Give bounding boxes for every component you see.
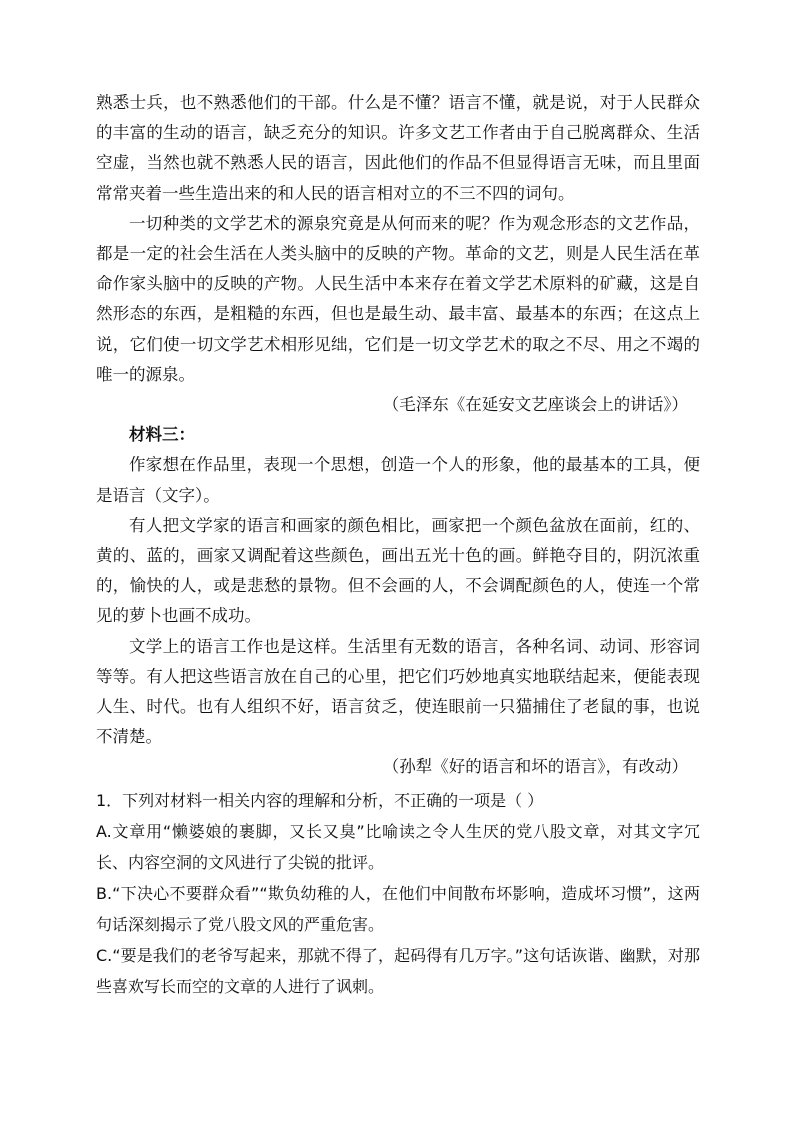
material3-heading: 材料三：	[129, 425, 195, 445]
question-stem: 1．下列对材料一相关内容的理解和分析，不正确的一项是（ ）	[96, 790, 544, 810]
material3-paragraph-2: 有人把文学家的语言和画家的颜色相比，画家把一个颜色盆放在面前，红的、黄的、蓝的，画家又调配着这些颜色，画出五光十色的画。鲜艳夺目的，阴沉浓重的，愉快的人，或是悲愁的景物。但不会画的人，不会调配颜色的人，使连一个常见的萝卜也画不成功。	[96, 515, 700, 626]
material3-paragraph-1: 作家想在作品里，表现一个思想，创造一个人的形象，他的最基本的工具，便是语言（文字）。	[96, 455, 700, 505]
material2-citation: （毛泽东《在延安文艺座谈会上的讲话》）	[382, 395, 688, 415]
option-c: C.“要是我们的老爷写起来，那就不得了，起码得有几万字。”这句话诙谐、幽默，对那些喜欢写长而空的文章的人进行了讽刺。	[96, 945, 700, 996]
material3-paragraph-3: 文学上的语言工作也是这样。生活里有无数的语言，各种名词、动词、形容词等等。有人把这些语言放在自己的心里，把它们巧妙地真实地联结起来，便能表现人生、时代。也有人组织不好，语言贫乏，使连眼前一只猫捕住了老鼠的事，也说不清楚。	[96, 636, 700, 747]
material2-paragraph-source: 一切种类的文学艺术的源泉究竟是从何而来的呢？作为观念形态的文艺作品，都是一定的社会生活在人类头脑中的反映的产物。革命的文艺，则是人民生活在革命作家头脑中的反映的产物。人民生活中本来存在着文学艺术原料的矿藏，这是自然形态的东西，是粗糙的东西，但也是最生动、最丰富、最基本的东西；在这点上说，它们使一切文学艺术相形见绌，它们是一切文学艺术的取之不尽、用之不竭的唯一的源泉。	[96, 213, 700, 384]
material3-citation: （孙犁《好的语言和坏的语言》，有改动）	[382, 757, 688, 777]
option-a: A.文章用“懒婆娘的裹脚，又长又臭”比喻读之令人生厌的党八股文章，对其文字冗长、内容空洞的文风进行了尖锐的批评。	[96, 821, 700, 872]
material2-paragraph-top: 熟悉士兵，也不熟悉他们的干部。什么是不懂？语言不懂，就是说，对于人民群众的丰富的生动的语言，缺乏充分的知识。许多文艺工作者由于自己脱离群众、生活空虚，当然也就不熟悉人民的语言，因此他们的作品不但显得语言无味，而且里面常常夹着一些生造出来的和人民的语言相对立的不三不四的词句。	[96, 93, 700, 203]
option-b: B.“下决心不要群众看”“欺负幼稚的人，在他们中间散布坏影响，造成坏习惯”，这两句话深刻揭示了党八股文风的严重危害。	[96, 883, 700, 934]
document-page	[96, 88, 700, 1002]
